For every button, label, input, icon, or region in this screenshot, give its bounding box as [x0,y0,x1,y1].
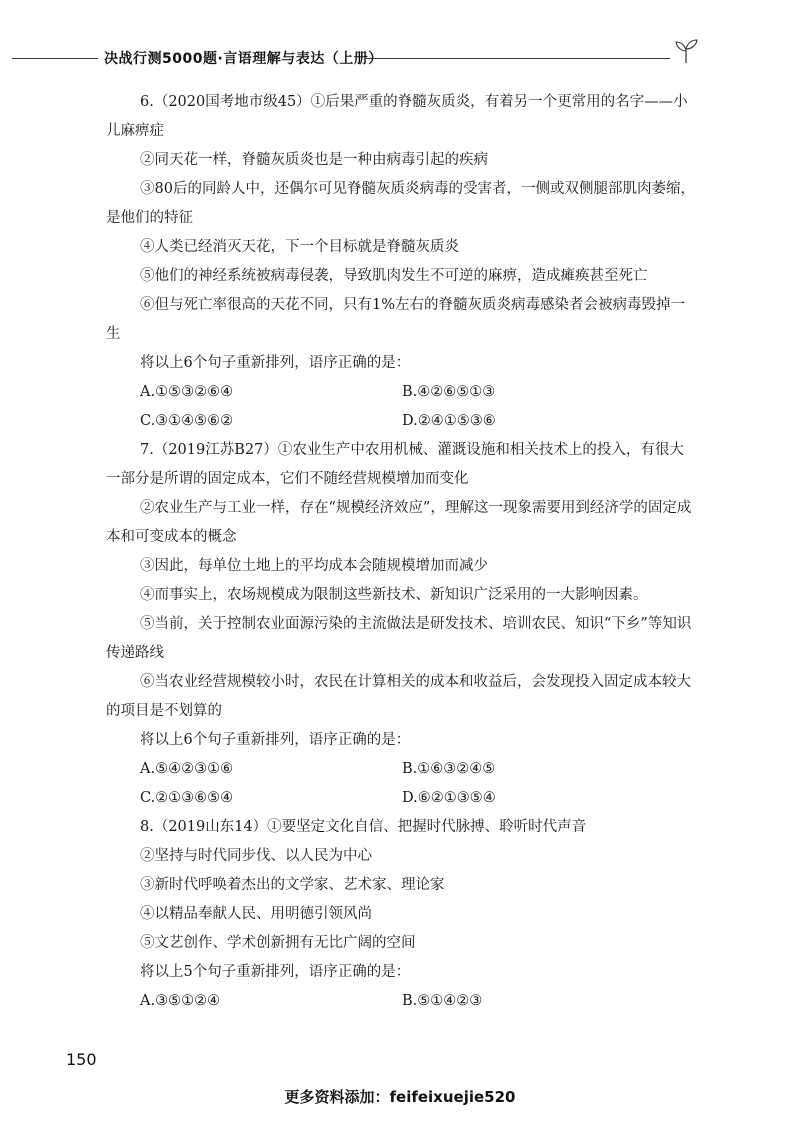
options-row [106,407,698,436]
option-a: A.③⑤①②④ [140,993,221,1009]
option-b: B.⑤①④②③ [402,993,483,1009]
option-a: A.⑤④②③①⑥ [140,761,234,777]
sentence: ⑤文艺创作、学术创新拥有无比广阔的空间 [140,935,416,951]
options-row [106,378,698,407]
sentence: ④人类已经消灭天花，下一个目标就是脊髓灰质炎 [140,239,459,255]
question-stem: 6.（2020国考地市级45）①后果严重的脊髓灰质炎，有着另一个更常用的名字——小儿麻痹症 [106,94,688,139]
sentence: ②农业生产与工业一样，存在“规模经济效应”，理解这一现象需要用到经济学的固定成本和可变成本的概念 [106,500,692,545]
option-c: C.②①③⑥⑤④ [140,790,234,806]
question-stem: 7.（2019江苏B27）①农业生产中农用机械、灌溉设施和相关技术上的投入，有很大一部分是所谓的固定成本，它们不随经营规模增加而变化 [106,442,684,487]
option-d: D.②④①⑤③⑥ [402,413,496,429]
options-row [106,755,698,784]
question-prompt: 将以上5个句子重新排列，语序正确的是： [140,964,411,980]
sentence: ⑥当农业经营规模较小时，农民在计算相关的成本和收益后，会发现投入固定成本较大的项目是不划算的 [106,674,691,719]
question-7 [106,436,698,813]
book-title: 决战行测5000题·言语理解与表达（上册） [104,51,383,67]
option-b: B.①⑥③②④⑤ [402,761,496,777]
running-header [0,40,800,76]
option-b: B.④②⑥⑤①③ [402,384,496,400]
sentence: ⑥但与死亡率很高的天花不同，只有1%左右的脊髓灰质炎病毒感染者会被病毒毁掉一生 [106,297,685,342]
option-d: D.⑥②①③⑤④ [402,790,496,806]
question-stem: 8.（2019山东14）①要坚定文化自信、把握时代脉搏、聆听时代声音 [140,819,587,835]
footer-note: 更多资料添加：feifeixuejie520 [284,1088,516,1106]
option-a: A.①⑤③②⑥④ [140,384,234,400]
page-content [106,88,698,1016]
sprout-icon [672,38,700,64]
question-6 [106,88,698,436]
options-row [106,987,698,1016]
sentence: ③80后的同龄人中，还偶尔可见脊髓灰质炎病毒的受害者，一侧或双侧腿部肌肉萎缩，是他们的特征 [106,181,695,226]
sentence: ③因此，每单位土地上的平均成本会随规模增加而减少 [140,558,488,574]
sentence: ⑤当前，关于控制农业面源污染的主流做法是研发技术、培训农民、知识“下乡”等知识传递路线 [106,616,692,661]
option-c: C.③①④⑤⑥② [140,413,234,429]
sentence: ③新时代呼唤着杰出的文学家、艺术家、理论家 [140,877,445,893]
sentence: ②坚持与时代同步伐、以人民为中心 [140,848,372,864]
question-prompt: 将以上6个句子重新排列，语序正确的是： [140,355,411,371]
question-prompt: 将以上6个句子重新排列，语序正确的是： [140,732,411,748]
options-row [106,784,698,813]
sentence: ②同天花一样，脊髓灰质炎也是一种由病毒引起的疾病 [140,152,488,168]
sentence: ⑤他们的神经系统被病毒侵袭，导致肌肉发生不可逆的麻痹，造成瘫痪甚至死亡 [140,268,648,284]
header-rule-right [366,58,670,59]
page-number: 150 [66,1050,97,1069]
sentence: ④以精品奉献人民、用明德引领风尚 [140,906,372,922]
header-rule-left [12,58,98,59]
sentence: ④而事实上，农场规模成为限制这些新技术、新知识广泛采用的一大影响因素。 [140,587,648,603]
question-8 [106,813,698,1016]
